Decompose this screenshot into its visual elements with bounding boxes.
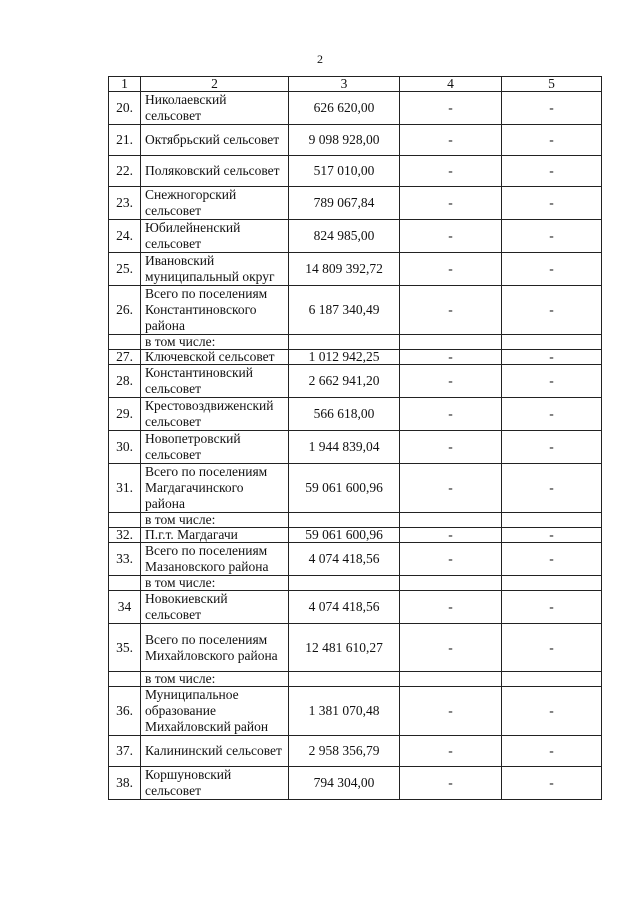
table-row <box>109 624 602 672</box>
row-number: 28. <box>109 365 141 398</box>
empty-cell <box>502 513 602 528</box>
row-number: 29. <box>109 398 141 431</box>
column-5-value: - <box>502 464 602 513</box>
column-5-value: - <box>502 253 602 286</box>
row-number: 21. <box>109 125 141 156</box>
subheading-label: в том числе: <box>141 672 289 687</box>
column-4-value: - <box>400 736 502 767</box>
subheading-row <box>109 335 602 350</box>
settlement-name: Крестовоздвиженский сельсовет <box>141 398 289 431</box>
empty-cell <box>289 513 400 528</box>
empty-cell <box>400 576 502 591</box>
amount-value: 59 061 600,96 <box>289 528 400 543</box>
column-5-value: - <box>502 365 602 398</box>
amount-value: 14 809 392,72 <box>289 253 400 286</box>
amount-value: 4 074 418,56 <box>289 591 400 624</box>
table-header-row <box>109 77 602 92</box>
subheading-row <box>109 576 602 591</box>
amount-value: 566 618,00 <box>289 398 400 431</box>
column-5-value: - <box>502 687 602 736</box>
column-5-value: - <box>502 125 602 156</box>
table-row <box>109 350 602 365</box>
row-number-cell <box>109 672 141 687</box>
subheading-label: в том числе: <box>141 513 289 528</box>
row-number: 20. <box>109 92 141 125</box>
settlement-name: Новокиевский сельсовет <box>141 591 289 624</box>
row-number: 31. <box>109 464 141 513</box>
settlement-name: Коршуновский сельсовет <box>141 767 289 800</box>
column-5-value: - <box>502 767 602 800</box>
table-row <box>109 220 602 253</box>
column-5-value: - <box>502 736 602 767</box>
settlement-name: Снежногорский сельсовет <box>141 187 289 220</box>
settlement-name: Всего по поселениям Мазановского района <box>141 543 289 576</box>
settlement-name: П.г.т. Магдагачи <box>141 528 289 543</box>
table-row <box>109 736 602 767</box>
settlement-name: Всего по поселениям Константиновского района <box>141 286 289 335</box>
column-4-value: - <box>400 687 502 736</box>
amount-value: 9 098 928,00 <box>289 125 400 156</box>
settlement-name: Юбилейненский сельсовет <box>141 220 289 253</box>
amount-value: 2 958 356,79 <box>289 736 400 767</box>
row-number: 24. <box>109 220 141 253</box>
row-number: 32. <box>109 528 141 543</box>
row-number: 26. <box>109 286 141 335</box>
column-4-value: - <box>400 543 502 576</box>
settlement-name: Николаевский сельсовет <box>141 92 289 125</box>
settlement-name: Ивановский муниципальный округ <box>141 253 289 286</box>
settlement-name: Муниципальное образование Михайловский район <box>141 687 289 736</box>
table-body <box>109 92 602 800</box>
column-5-value: - <box>502 156 602 187</box>
amount-value: 1 381 070,48 <box>289 687 400 736</box>
row-number: 34 <box>109 591 141 624</box>
page-number: 2 <box>317 52 323 66</box>
column-4-value: - <box>400 365 502 398</box>
settlement-name: Константиновский сельсовет <box>141 365 289 398</box>
column-5-value: - <box>502 220 602 253</box>
empty-cell <box>502 672 602 687</box>
table-row <box>109 187 602 220</box>
settlement-name: Октябрьский сельсовет <box>141 125 289 156</box>
column-5-value: - <box>502 350 602 365</box>
row-number: 30. <box>109 431 141 464</box>
column-4-value: - <box>400 624 502 672</box>
subheading-row <box>109 513 602 528</box>
column-4-value: - <box>400 431 502 464</box>
column-header-2: 2 <box>141 77 289 92</box>
column-4-value: - <box>400 286 502 335</box>
column-4-value: - <box>400 350 502 365</box>
column-5-value: - <box>502 187 602 220</box>
table-row <box>109 253 602 286</box>
empty-cell <box>289 576 400 591</box>
settlement-name: Новопетровский сельсовет <box>141 431 289 464</box>
column-header-1: 1 <box>109 77 141 92</box>
amount-value: 1 944 839,04 <box>289 431 400 464</box>
row-number-cell <box>109 335 141 350</box>
settlement-name: Ключевской сельсовет <box>141 350 289 365</box>
subheading-label: в том числе: <box>141 576 289 591</box>
amount-value: 794 304,00 <box>289 767 400 800</box>
table-row <box>109 464 602 513</box>
empty-cell <box>289 672 400 687</box>
column-5-value: - <box>502 431 602 464</box>
empty-cell <box>400 335 502 350</box>
amount-value: 1 012 942,25 <box>289 350 400 365</box>
row-number-cell <box>109 576 141 591</box>
column-5-value: - <box>502 591 602 624</box>
table-row <box>109 591 602 624</box>
subheading-label: в том числе: <box>141 335 289 350</box>
amount-value: 2 662 941,20 <box>289 365 400 398</box>
column-5-value: - <box>502 398 602 431</box>
row-number-cell <box>109 513 141 528</box>
subheading-row <box>109 672 602 687</box>
amount-value: 59 061 600,96 <box>289 464 400 513</box>
table-row <box>109 92 602 125</box>
column-4-value: - <box>400 92 502 125</box>
column-5-value: - <box>502 92 602 125</box>
settlement-name: Всего по поселениям Михайловского района <box>141 624 289 672</box>
amount-value: 517 010,00 <box>289 156 400 187</box>
row-number: 23. <box>109 187 141 220</box>
empty-cell <box>400 672 502 687</box>
column-4-value: - <box>400 253 502 286</box>
row-number: 27. <box>109 350 141 365</box>
row-number: 25. <box>109 253 141 286</box>
settlement-name: Поляковский сельсовет <box>141 156 289 187</box>
table-row <box>109 528 602 543</box>
row-number: 37. <box>109 736 141 767</box>
table-row <box>109 398 602 431</box>
column-5-value: - <box>502 543 602 576</box>
empty-cell <box>502 576 602 591</box>
column-5-value: - <box>502 528 602 543</box>
empty-cell <box>502 335 602 350</box>
column-4-value: - <box>400 464 502 513</box>
empty-cell <box>400 513 502 528</box>
amount-value: 626 620,00 <box>289 92 400 125</box>
table-row <box>109 125 602 156</box>
row-number: 22. <box>109 156 141 187</box>
table-row <box>109 286 602 335</box>
column-4-value: - <box>400 220 502 253</box>
settlement-name: Калининский сельсовет <box>141 736 289 767</box>
settlement-name: Всего по поселениям Магдагачинского района <box>141 464 289 513</box>
column-5-value: - <box>502 624 602 672</box>
column-4-value: - <box>400 591 502 624</box>
amount-value: 789 067,84 <box>289 187 400 220</box>
column-4-value: - <box>400 528 502 543</box>
row-number: 35. <box>109 624 141 672</box>
row-number: 36. <box>109 687 141 736</box>
column-4-value: - <box>400 156 502 187</box>
column-4-value: - <box>400 125 502 156</box>
column-4-value: - <box>400 398 502 431</box>
row-number: 33. <box>109 543 141 576</box>
table-row <box>109 365 602 398</box>
table-row <box>109 156 602 187</box>
amount-value: 6 187 340,49 <box>289 286 400 335</box>
amount-value: 12 481 610,27 <box>289 624 400 672</box>
column-4-value: - <box>400 767 502 800</box>
empty-cell <box>289 335 400 350</box>
column-header-4: 4 <box>400 77 502 92</box>
row-number: 38. <box>109 767 141 800</box>
table-row <box>109 543 602 576</box>
column-header-3: 3 <box>289 77 400 92</box>
table-row <box>109 687 602 736</box>
column-4-value: - <box>400 187 502 220</box>
column-5-value: - <box>502 286 602 335</box>
amount-value: 4 074 418,56 <box>289 543 400 576</box>
table-row <box>109 431 602 464</box>
table-row <box>109 767 602 800</box>
amount-value: 824 985,00 <box>289 220 400 253</box>
column-header-5: 5 <box>502 77 602 92</box>
budget-table <box>108 76 602 800</box>
